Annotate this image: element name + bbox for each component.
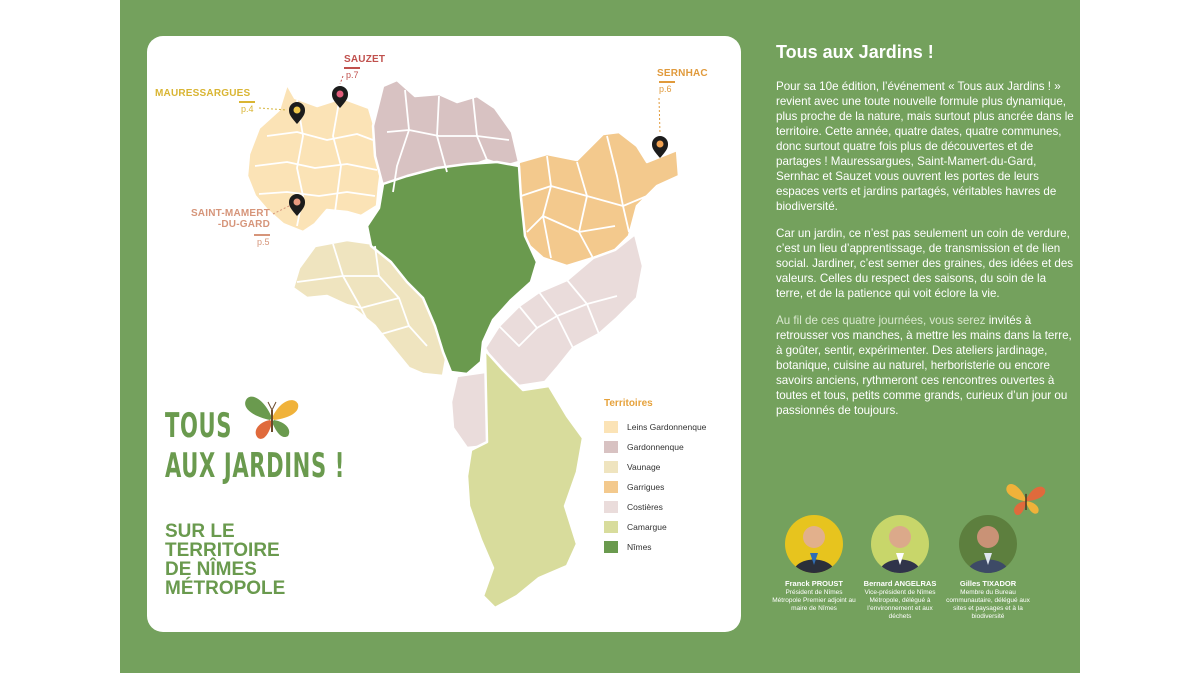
legend-swatch <box>604 481 618 493</box>
poster-subtitle <box>165 522 285 598</box>
legend-title: Territoires <box>604 398 653 409</box>
article-title: Tous aux Jardins ! <box>776 42 934 62</box>
person-franck-proust <box>772 515 856 613</box>
avatar <box>871 515 929 573</box>
legend-swatch <box>604 461 618 473</box>
pin-label-saint-mamert-line2: -DU-GARD <box>217 219 270 230</box>
pin-bar <box>659 81 675 83</box>
pin-label-sernhac: SERNHAC <box>657 68 708 79</box>
pin-label-sauzet: SAUZET <box>344 54 386 65</box>
subtitle-line2: TERRITOIRE <box>165 540 280 561</box>
subtitle-line1: SUR LE <box>165 521 235 542</box>
legend-label: Gardonnenque <box>627 442 684 452</box>
legend-label: Leins Gardonnenque <box>627 422 707 432</box>
person-gilles-tixador <box>946 515 1030 621</box>
pin-label-mauressargues: MAURESSARGUES <box>155 88 251 99</box>
legend-item <box>604 497 734 517</box>
pin-label-saint-mamert-line1: SAINT-MAMERT <box>190 208 270 219</box>
poster-title <box>165 406 345 486</box>
article-column <box>776 42 1076 430</box>
brochure-page <box>120 0 1080 673</box>
legend-swatch <box>604 421 618 433</box>
pin-bar <box>344 67 360 69</box>
person-name: Franck PROUST <box>785 579 843 588</box>
legend-rows <box>604 417 734 557</box>
person-role: Membre du Bureau communautaire, délégué aux sites et paysages et à la biodiversité <box>946 589 1030 620</box>
article-paragraph-3-lead: Au fil de ces quatre journées, vous serez <box>776 314 986 327</box>
pin-saint-mamert <box>289 194 305 216</box>
pin-sauzet <box>332 86 348 108</box>
legend-label: Garrigues <box>627 482 665 492</box>
legend-item <box>604 417 734 437</box>
person-bernard-angelras <box>858 515 942 621</box>
legend-item <box>604 477 734 497</box>
legend-label: Camargue <box>627 522 667 532</box>
legend-label: Nîmes <box>627 542 652 552</box>
legend-item <box>604 517 734 537</box>
person-role: Vice-président de Nîmes Métropole, délégué à l’environnement et aux déchets <box>864 589 936 620</box>
legend-label: Costières <box>627 502 663 512</box>
avatar <box>959 515 1017 573</box>
poster-title-line2: AUX JARDINS ! <box>165 446 345 486</box>
legend-swatch <box>604 501 618 513</box>
legend-item <box>604 537 734 557</box>
pin-page-saint-mamert: p.5 <box>257 237 270 247</box>
avatar <box>785 515 843 573</box>
subtitle-line3: DE NÎMES <box>165 559 257 580</box>
pin-bar <box>254 234 270 236</box>
legend-item <box>604 437 734 457</box>
legend-item <box>604 457 734 477</box>
butterfly-small-icon <box>1004 478 1048 520</box>
subtitle-line4: MÉTROPOLE <box>165 578 286 599</box>
article-paragraph-1: Pour sa 10e édition, l’événement « Tous aux Jardins ! » revient avec une toute nouvelle formule plus dynamique, plus proche de la nature, mais surtout plus ancrée dans le territoire. Cette année, quatre dates, quatre communes, donc surtout quatre fois plus de découvertes et de partages ! Mauressargues, Saint-Mamert-du-Gard, Sernhac et Sauzet vous ouvrent les portes de leurs espaces verts et jardins partagés, véritables havres de biodiversité. <box>776 80 1074 213</box>
article-paragraph-3-body: invités à retrousser vos manches, à mettre les mains dans la terre, à goûter, sentir, expérimenter. Des ateliers jardinage, botanique, cuisine au naturel, herboristerie ou encore savoirs anciens, rythmeront ces rencontres ouvertes à toutes et tous, petits comme grands, curieux d’un jour ou passionnés de toujours. <box>776 314 1072 417</box>
legend-swatch <box>604 521 618 533</box>
legend-label: Vaunage <box>627 462 661 472</box>
pin-page-mauressargues: p.4 <box>241 104 254 114</box>
legend-swatch <box>604 441 618 453</box>
legend-swatch <box>604 541 618 553</box>
article-paragraph-3 <box>776 313 1076 418</box>
pin-page-sernhac: p.6 <box>659 84 672 94</box>
pin-sernhac <box>652 136 668 158</box>
person-name: Gilles TIXADOR <box>959 579 1017 588</box>
article-paragraph-2: Car un jardin, ce n’est pas seulement un coin de verdure, c’est un lieu d’apprentissage, de transmission et de lien social. Jardiner, c’est semer des graines, des idées et des valeurs. Celles du respect des saisons, du soin de la terre, et de la patience qui voit éclore la vie. <box>776 227 1074 300</box>
pin-mauressargues <box>289 88 305 124</box>
pin-bar <box>239 101 255 103</box>
pin-label-saint-mamert <box>184 208 270 230</box>
legend <box>604 398 734 557</box>
poster-title-line1: TOUS <box>165 406 233 446</box>
person-role: Président de Nîmes Métropole Premier adjoint au maire de Nîmes <box>772 589 856 612</box>
map-card <box>147 36 741 632</box>
person-name: Bernard ANGELRAS <box>863 579 937 588</box>
pin-page-sauzet: p.7 <box>346 70 359 80</box>
